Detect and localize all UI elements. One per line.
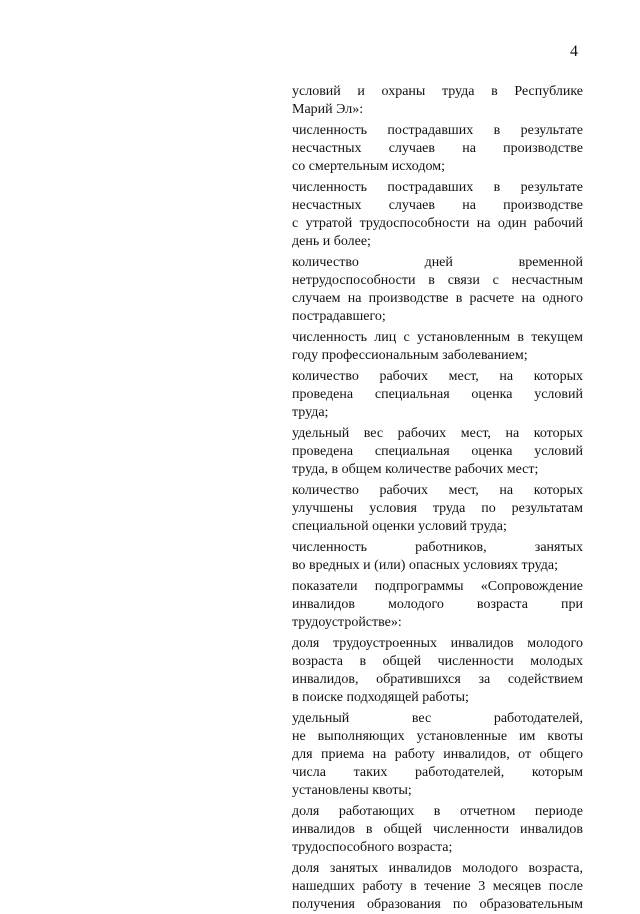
text-line: трудоспособного возраста; (292, 840, 453, 855)
text-line: количество рабочих мест, на которых (292, 369, 583, 384)
text-line: удельный вес работодателей, (292, 711, 583, 726)
text-line: Марий Эл»: (292, 102, 364, 117)
text-line: численность лиц с установленным в текущем (292, 330, 583, 345)
text-line: численность пострадавших в результате (292, 180, 583, 195)
text-line: специальной оценки условий труда; (292, 519, 507, 534)
text-line: труда, в общем количестве рабочих мест; (292, 462, 539, 477)
text-line: числа таких работодателей, которым (292, 765, 583, 780)
text-line: случаем на производстве в расчете на одного (292, 291, 583, 306)
text-line: в поиске подходящей работы; (292, 690, 469, 705)
text-line: улучшены условия труда по результатам (292, 501, 583, 516)
text-line: проведена специальная оценка условий (292, 387, 583, 402)
text-line: для приема на работу инвалидов, от общего (292, 747, 583, 762)
text-line: во вредных и (или) опасных условиях труда; (292, 558, 558, 573)
text-line: доля занятых инвалидов молодого возраста, (292, 861, 583, 876)
text-line: инвалидов молодого возраста при (292, 597, 583, 612)
text-line: количество рабочих мест, на которых (292, 483, 583, 498)
text-line: не выполняющих установленные им квоты (292, 729, 583, 744)
text-line: труда; (292, 405, 329, 420)
text-line: нетрудоспособности в связи с несчастным (292, 273, 583, 288)
text-line: условий и охраны труда в Республике (292, 84, 583, 99)
text-line: инвалидов, обратившихся за содействием (292, 672, 583, 687)
text-line: несчастных случаев на производстве (292, 141, 583, 156)
text-line: возраста в общей численности молодых (292, 654, 583, 669)
text-line: численность пострадавших в результате (292, 123, 583, 138)
text-line: году профессиональным заболеванием; (292, 348, 528, 363)
text-line: инвалидов в общей численности инвалидов (292, 822, 583, 837)
text-line: со смертельным исходом; (292, 159, 445, 174)
page-number: 4 (570, 43, 578, 60)
document-text-column (292, 83, 583, 914)
text-line: проведена специальная оценка условий (292, 444, 583, 459)
text-line: получения образования по образовательным (292, 897, 583, 912)
text-line: доля трудоустроенных инвалидов молодого (292, 636, 583, 651)
text-line: удельный вес рабочих мест, на которых (292, 426, 583, 441)
text-line: показатели подпрограммы «Сопровождение (292, 579, 583, 594)
text-line: численность работников, занятых (292, 540, 583, 555)
text-line: с утратой трудоспособности на один рабочий (292, 216, 583, 231)
text-line: количество дней временной (292, 255, 583, 270)
text-line: пострадавшего; (292, 309, 386, 324)
text-line: трудоустройстве»: (292, 615, 402, 630)
text-line: установлены квоты; (292, 783, 412, 798)
text-line: день и более; (292, 234, 371, 249)
text-line: нашедших работу в течение 3 месяцев после (292, 879, 583, 894)
text-line: доля работающих в отчетном периоде (292, 804, 583, 819)
text-line: несчастных случаев на производстве (292, 198, 583, 213)
